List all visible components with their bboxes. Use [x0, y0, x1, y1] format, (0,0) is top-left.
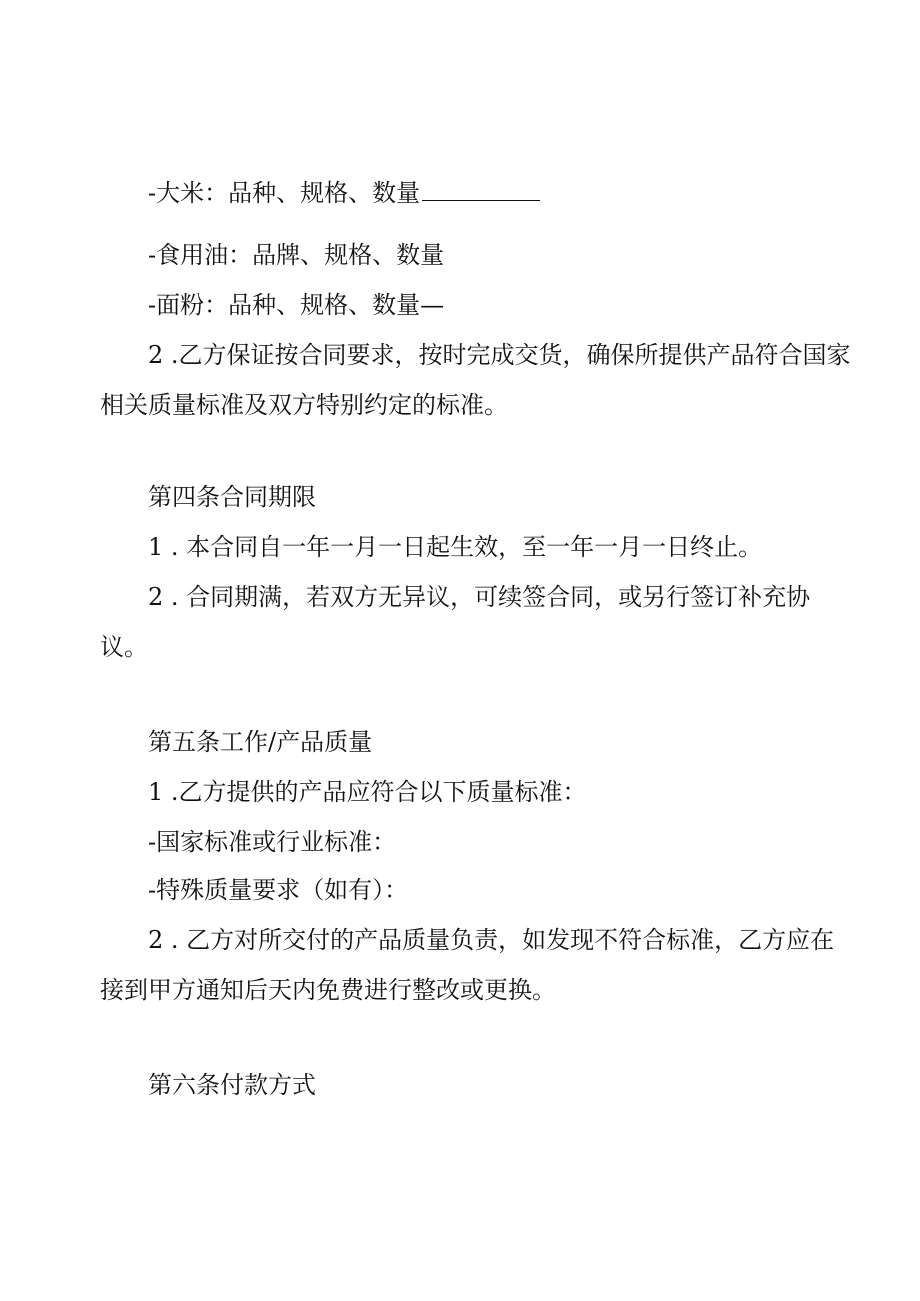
item-national-standard: -国家标准或行业标准：	[148, 828, 397, 856]
clause-4-1: 1 . 本合同自一年一月一日起生效，至一年一月一日终止。	[148, 533, 763, 561]
clause-5-2-line-2: 接到甲方通知后天内免费进行整改或更换。	[100, 976, 556, 1004]
item-rice-text: -大米：品种、规格、数量	[148, 179, 421, 207]
clause-5-2-line-1: 2 . 乙方对所交付的产品质量负责，如发现不符合标准，乙方应在	[148, 926, 835, 954]
article-6-title: 第六条付款方式	[148, 1071, 316, 1099]
item-cooking-oil: -食用油：品牌、规格、数量	[148, 241, 445, 269]
item-special-requirements: -特殊质量要求（如有）：	[148, 876, 409, 904]
clause-3-2-line-2: 相关质量标准及双方特别约定的标准。	[100, 391, 508, 419]
fill-in-blank	[422, 199, 540, 201]
clause-5-1: 1 .乙方提供的产品应符合以下质量标准：	[148, 778, 587, 806]
clause-3-2-line-1: 2 .乙方保证按合同要求，按时完成交货，确保所提供产品符合国家	[148, 341, 851, 369]
item-flour: -面粉：品种、规格、数量—	[148, 291, 445, 319]
item-rice	[148, 178, 540, 208]
article-4-title: 第四条合同期限	[148, 483, 316, 511]
clause-4-2-line-2: 议。	[100, 633, 148, 661]
clause-4-2-line-1: 2 . 合同期满，若双方无异议，可续签合同，或另行签订补充协	[148, 583, 811, 611]
article-5-title: 第五条工作/产品质量	[148, 728, 373, 756]
